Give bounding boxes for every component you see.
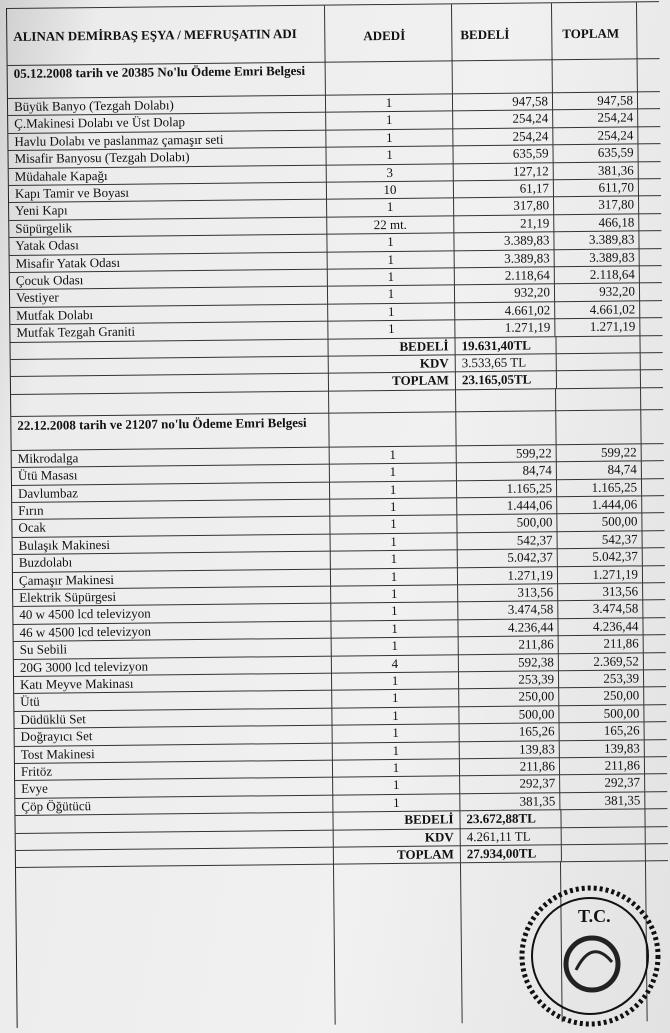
item-price: 61,17: [454, 179, 554, 197]
item-price: 3.389,83: [454, 231, 554, 249]
item-total: 253,39: [559, 669, 644, 687]
item-price: 250,00: [459, 688, 559, 706]
item-total: 211,86: [560, 756, 645, 774]
item-price: 4.236,44: [458, 618, 558, 636]
item-quantity: 1: [326, 93, 453, 112]
header-price: BEDELİ: [452, 3, 553, 60]
item-quantity: 1: [332, 689, 459, 708]
item-total: 635,59: [553, 144, 638, 162]
item-total: 1.271,19: [558, 565, 643, 583]
item-quantity: 3: [327, 163, 454, 182]
item-name: Çöp Öğütücü: [15, 794, 333, 815]
item-name: Havlu Dolabı ve paslanmaz çamaşır seti: [8, 129, 326, 150]
item-name: Ç.Makinesi Dolabı ve Üst Dolap: [8, 112, 326, 133]
item-total: 4.236,44: [558, 617, 643, 635]
summary-value: 23.165,05TL: [461, 371, 532, 388]
item-total: 250,00: [559, 687, 644, 705]
empty-cell: [326, 59, 453, 94]
item-quantity: 1: [331, 567, 458, 586]
item-name: Çocuk Odası: [10, 269, 328, 290]
summary-value: 27.934,00TL: [466, 845, 537, 862]
item-quantity: 1: [332, 706, 459, 725]
empty-cell: [560, 809, 645, 827]
empty-cell: [329, 411, 456, 446]
section-title: 22.12.2008 tarih ve 21207 no'lu Ödeme Emri Belgesi: [11, 412, 329, 449]
empty-cell: [453, 58, 553, 93]
item-price: 381,35: [460, 792, 560, 810]
item-quantity: 1: [326, 146, 453, 165]
item-total: 84,74: [557, 461, 642, 479]
item-total: 254,24: [553, 109, 638, 127]
item-price: 165,26: [460, 722, 560, 740]
item-price: 542,37: [458, 531, 558, 549]
summary-label: TOPLAM: [329, 372, 456, 391]
official-seal-stamp: [512, 878, 662, 1028]
item-total: 5.042,37: [558, 548, 643, 566]
item-total: 542,37: [558, 530, 643, 548]
header-quantity: ADEDİ: [325, 4, 453, 61]
summary-label: BEDELİ: [328, 337, 455, 356]
item-quantity: 1: [328, 319, 455, 338]
item-quantity: 1: [330, 515, 457, 534]
item-name: Doğrayıcı Set: [15, 725, 333, 746]
item-total: 165,26: [560, 722, 645, 740]
item-name: Çamaşır Makinesi: [13, 568, 331, 589]
item-price: 254,24: [453, 110, 553, 128]
item-quantity: 1: [330, 497, 457, 516]
item-name: Mikrodalga: [12, 446, 330, 467]
item-total: 500,00: [557, 513, 642, 531]
item-quantity: 1: [333, 793, 460, 812]
summary-label: BEDELİ: [333, 810, 460, 829]
item-quantity: 1: [326, 128, 453, 147]
empty-cell: [561, 843, 646, 861]
empty-cell: [334, 863, 463, 1025]
item-total: 1.165,25: [557, 478, 642, 496]
item-total: 466,18: [554, 213, 639, 231]
item-quantity: 1: [331, 619, 458, 638]
item-quantity: 22 mt.: [327, 215, 454, 234]
item-price: 4.661,02: [455, 301, 555, 319]
item-total: 1.444,06: [557, 495, 642, 513]
item-name: Büyük Banyo (Tezgah Dolabı): [8, 95, 326, 116]
summary-label: KDV: [329, 354, 456, 373]
item-name: 46 w 4500 lcd televizyon: [13, 620, 331, 641]
item-quantity: 4: [332, 654, 459, 673]
item-price: 254,24: [453, 127, 553, 145]
item-name: 40 w 4500 lcd televizyon: [13, 603, 331, 624]
item-name: Fritöz: [15, 760, 333, 781]
summary-value: 19.631,40TL: [461, 337, 531, 353]
item-total: 292,37: [560, 774, 645, 792]
empty-cell: [556, 387, 641, 410]
item-name: Düdüklü Set: [14, 707, 332, 728]
item-total: 599,22: [557, 443, 642, 461]
item-name: Davlumbaz: [12, 481, 330, 502]
item-price: 1.271,19: [455, 318, 555, 336]
item-price: 211,86: [459, 635, 559, 653]
item-quantity: 1: [331, 549, 458, 568]
item-quantity: 1: [328, 285, 455, 304]
section-title: 05.12.2008 tarih ve 20385 No'lu Ödeme Emri Belgesi: [8, 61, 326, 98]
item-price: 3.474,58: [458, 601, 558, 619]
item-name: Mutfak Dolabı: [10, 303, 328, 324]
item-quantity: 1: [326, 111, 453, 130]
empty-cell: [16, 864, 336, 1028]
item-total: 3.474,58: [558, 600, 643, 618]
item-price: 211,86: [460, 757, 560, 775]
item-name: Evye: [15, 777, 333, 798]
item-total: 932,20: [555, 283, 640, 301]
summary-value: 23.672,88TL: [466, 810, 536, 827]
item-name: Müdahale Kapağı: [9, 164, 327, 185]
item-name: Süpürgelik: [9, 216, 327, 237]
item-quantity: 1: [333, 723, 460, 742]
item-quantity: 1: [327, 233, 454, 252]
item-quantity: 1: [333, 776, 460, 795]
item-quantity: 1: [331, 584, 458, 603]
item-price: 592,38: [459, 653, 559, 671]
item-name: Bulaşık Makinesi: [13, 533, 331, 554]
item-price: 3.389,83: [455, 249, 555, 267]
item-name: Elektrik Süpürgesi: [13, 586, 331, 607]
empty-cell: [456, 410, 556, 445]
item-name: Ocak: [12, 516, 330, 537]
item-name: Fırın: [12, 499, 330, 520]
item-total: 1.271,19: [555, 318, 640, 336]
item-quantity: 1: [333, 741, 460, 760]
item-quantity: 1: [330, 445, 457, 464]
item-price: 932,20: [455, 284, 555, 302]
empty-cell: [556, 352, 641, 370]
item-name: Mutfak Tezgah Graniti: [10, 321, 328, 342]
item-price: 127,12: [454, 162, 554, 180]
item-price: 292,37: [460, 775, 560, 793]
item-name: Vestiyer: [10, 286, 328, 307]
item-quantity: 1: [328, 250, 455, 269]
item-total: 3.389,83: [554, 231, 639, 249]
item-quantity: 10: [327, 180, 454, 199]
item-quantity: 1: [331, 602, 458, 621]
item-quantity: 1: [328, 302, 455, 321]
summary-value: 4.261,11 TL: [466, 828, 531, 844]
item-name: Ütü Masası: [12, 464, 330, 485]
header-total: TOPLAM: [552, 2, 638, 59]
item-price: 84,74: [457, 461, 557, 479]
item-total: 317,80: [554, 196, 639, 214]
item-price: 1.271,19: [458, 566, 558, 584]
item-total: 2.369,52: [559, 652, 644, 670]
header-item-name: ALINAN DEMİRBAŞ EŞYA / MEFRUŞATIN ADI: [7, 6, 326, 65]
item-name: Kapı Tamir ve Boyası: [9, 182, 327, 203]
item-name: Ütü: [14, 690, 332, 711]
item-total: 313,56: [558, 582, 643, 600]
item-name: Yeni Kapı: [9, 199, 327, 220]
item-quantity: 1: [332, 636, 459, 655]
item-name: Tost Makinesi: [15, 742, 333, 763]
item-quantity: 1: [330, 480, 457, 499]
empty-cell: [561, 826, 646, 844]
item-name: Yatak Odası: [9, 234, 327, 255]
item-price: 313,56: [458, 583, 558, 601]
item-name: 20G 3000 lcd televizyon: [14, 655, 332, 676]
item-total: 500,00: [559, 704, 644, 722]
item-name: Misafir Banyosu (Tezgah Dolabı): [8, 147, 326, 168]
item-quantity: 1: [333, 758, 460, 777]
item-total: 947,58: [553, 91, 638, 109]
item-price: 599,22: [457, 444, 557, 462]
item-total: 611,70: [554, 178, 639, 196]
item-quantity: 1: [332, 671, 459, 690]
item-quantity: 1: [331, 532, 458, 551]
item-price: 253,39: [459, 670, 559, 688]
item-name: Katı Meyve Makinası: [14, 673, 332, 694]
empty-cell: [329, 389, 456, 412]
table-header: [7, 1, 660, 66]
item-total: 381,36: [554, 161, 639, 179]
item-price: 1.165,25: [457, 479, 557, 497]
item-price: 5.042,37: [458, 548, 558, 566]
item-name: Su Sebili: [14, 638, 332, 659]
item-price: 500,00: [459, 705, 559, 723]
item-quantity: 1: [328, 267, 455, 286]
item-total: 4.661,02: [555, 300, 640, 318]
item-price: 1.444,06: [457, 496, 557, 514]
item-name: Misafir Yatak Odası: [10, 251, 328, 272]
seal-text: T.C.: [578, 906, 611, 926]
item-price: 2.118,64: [455, 266, 555, 284]
item-name: Buzdolabı: [13, 551, 331, 572]
empty-cell: [556, 409, 641, 444]
empty-cell: [556, 370, 641, 388]
item-total: 211,86: [559, 635, 644, 653]
item-price: 500,00: [457, 514, 557, 532]
item-price: 139,83: [460, 740, 560, 758]
item-total: 254,24: [553, 126, 638, 144]
item-price: 947,58: [453, 92, 553, 110]
item-total: 2.118,64: [555, 265, 640, 283]
summary-label: TOPLAM: [334, 845, 461, 864]
empty-cell: [555, 335, 640, 353]
item-price: 317,80: [454, 197, 554, 215]
summary-label: KDV: [334, 828, 461, 847]
inventory-table: [6, 1, 670, 1028]
item-total: 3.389,83: [555, 248, 640, 266]
item-quantity: 1: [330, 462, 457, 481]
item-total: 139,83: [560, 739, 645, 757]
item-price: 635,59: [453, 144, 553, 162]
item-quantity: 1: [327, 198, 454, 217]
empty-cell: [456, 388, 556, 411]
item-price: 21,19: [454, 214, 554, 232]
item-total: 381,35: [560, 791, 645, 809]
summary-value: 3.533,65 TL: [461, 354, 527, 371]
empty-cell: [553, 57, 638, 92]
